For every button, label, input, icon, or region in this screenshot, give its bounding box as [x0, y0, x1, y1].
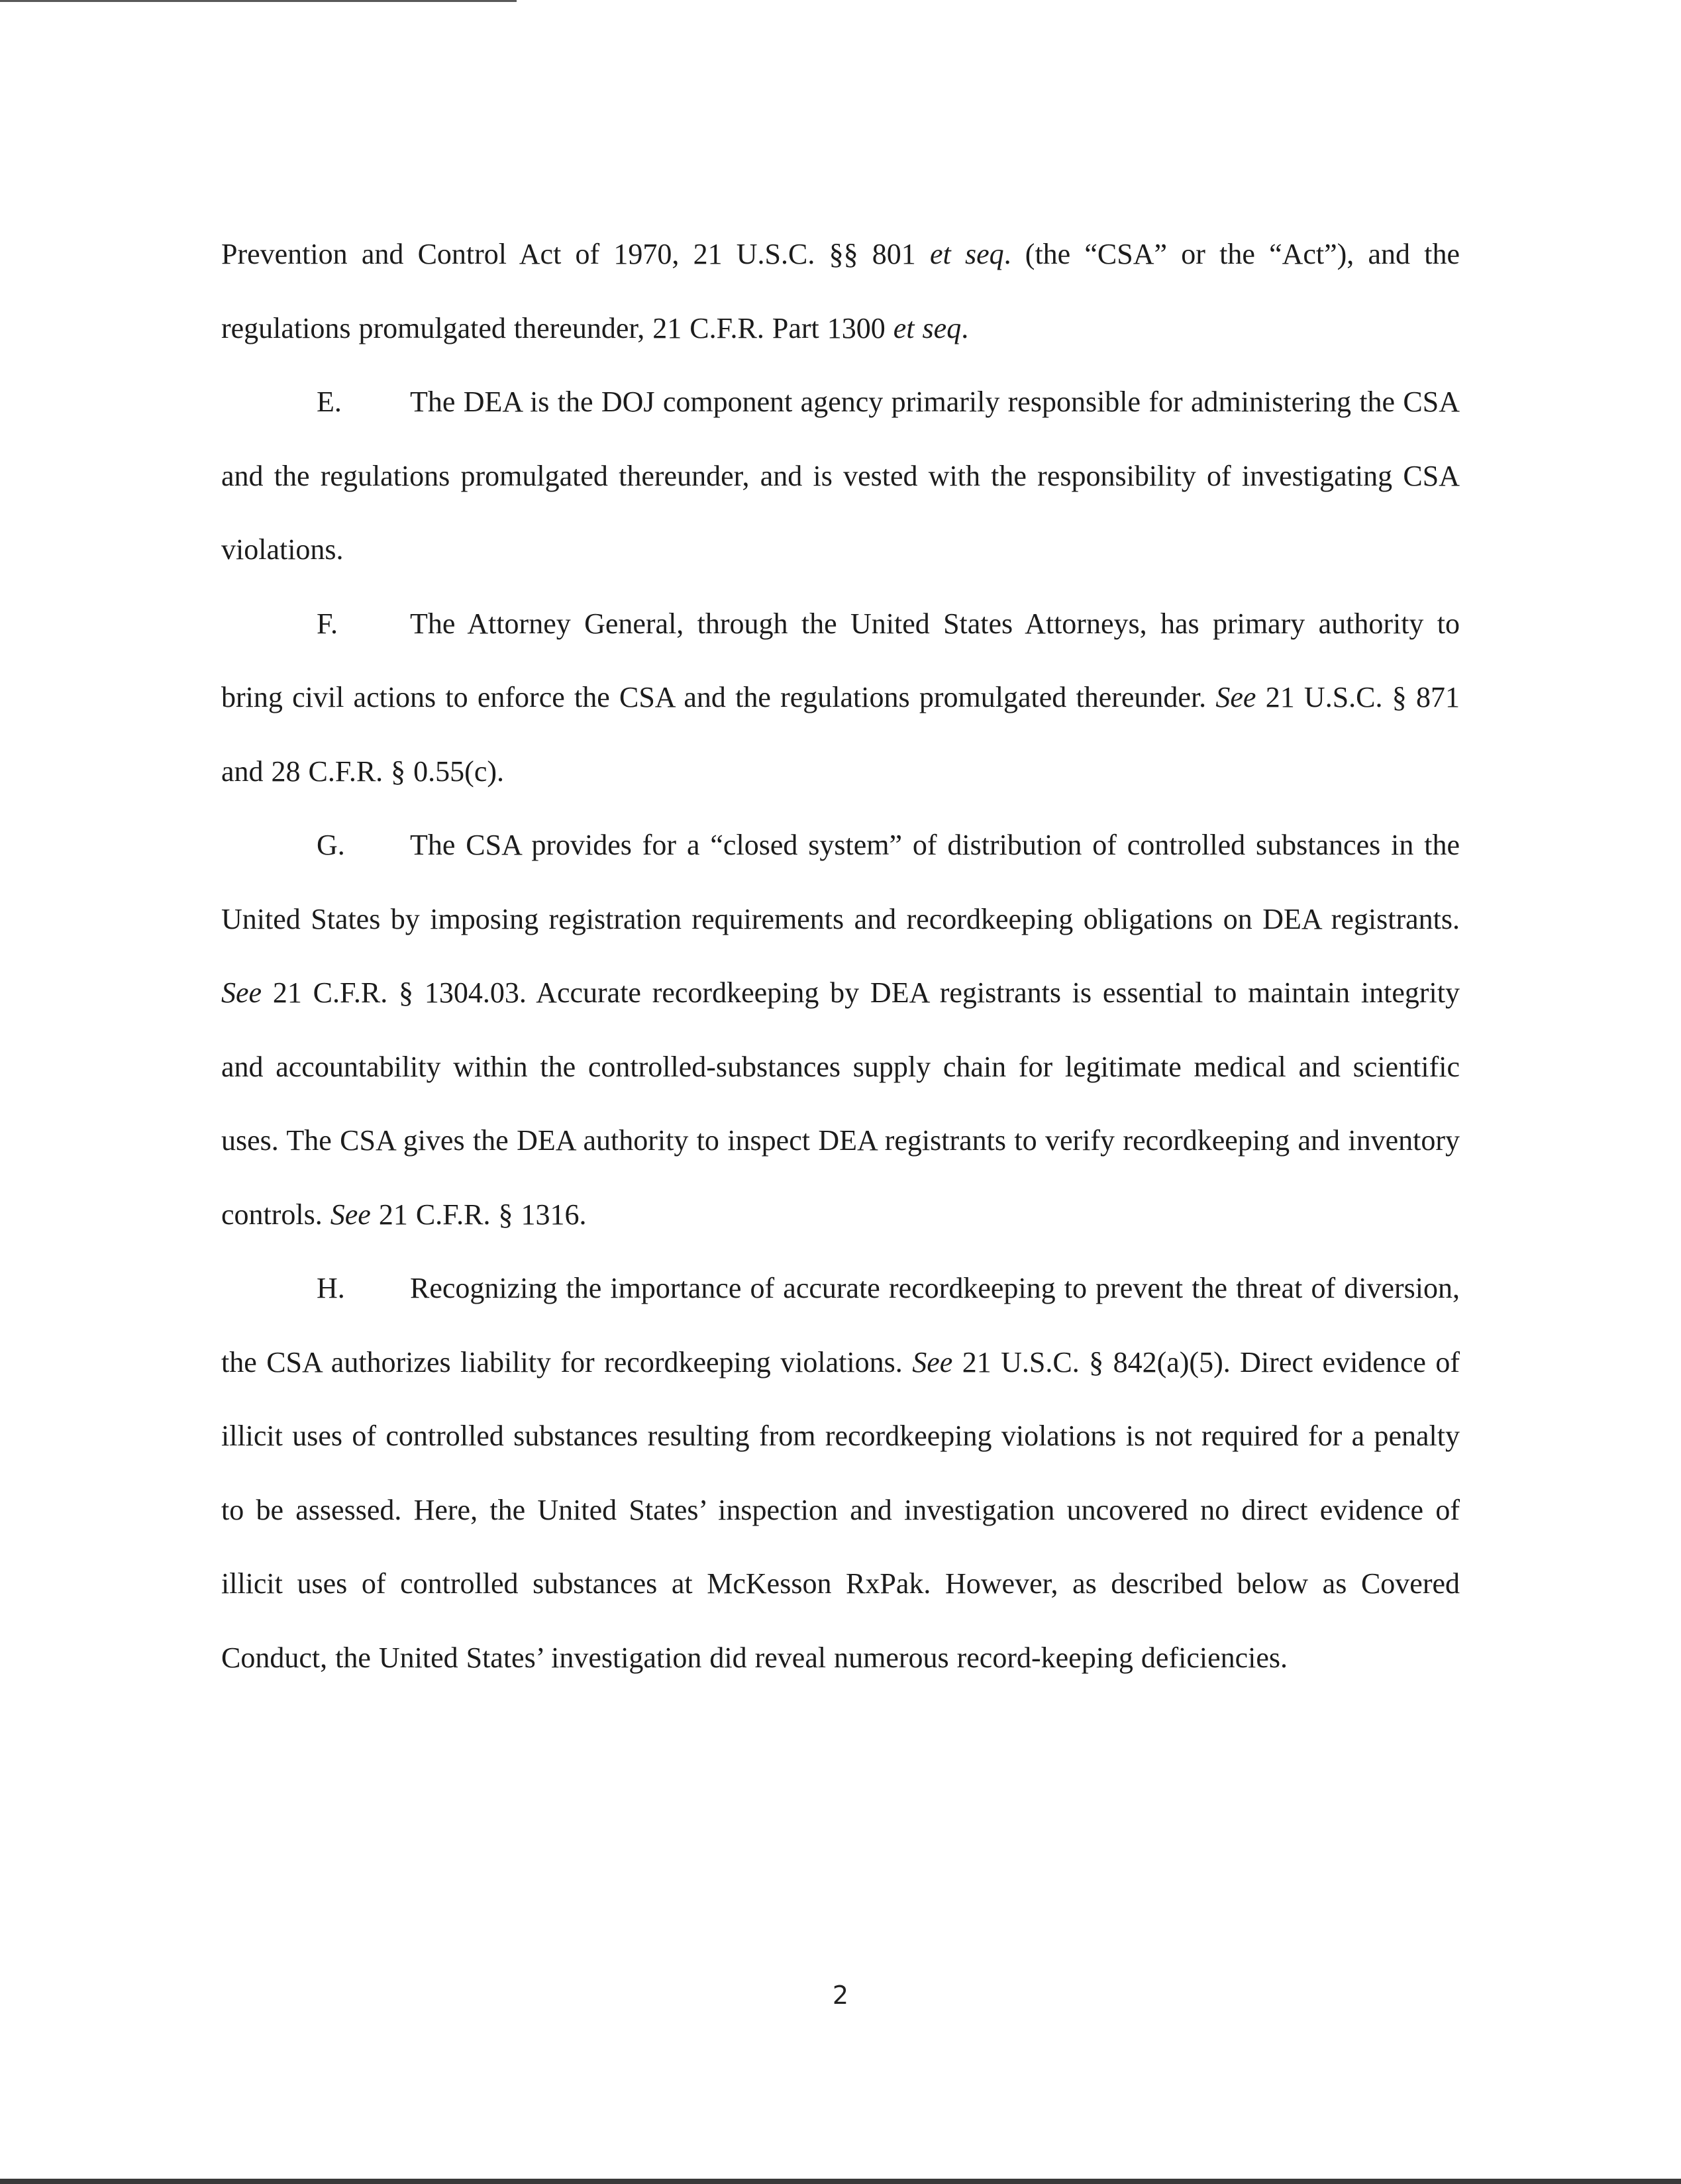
paragraph-letter: H. — [317, 1272, 345, 1304]
paragraph-text: 21 U.S.C. § 842(a)(5). Direct evidence of illicit uses of controlled substances resulting from recordkeeping violations is not required for a penalty to be assessed. Here, the United States’ inspection and investigation uncovered no direct evidence of illicit uses of controlled substances at McKesson RxPak. However, as described below as Covered Conduct, the United States’ investigation did reveal numerous record-keeping deficiencies. — [221, 1345, 1460, 1674]
paragraph-text: . (the “CSA” or the “Act”), and the regulations promulgated thereunder, 21 C.F.R. Part 1300 — [221, 238, 1460, 344]
paragraph-text: The DEA is the DOJ component agency primarily responsible for administering the CSA and the regulations promulgated thereunder, and is vested with the responsibility of investigating CSA violations. — [221, 386, 1460, 566]
paragraph-letter: E. — [317, 386, 342, 418]
paragraph-text: 21 C.F.R. § 1316. — [370, 1198, 587, 1231]
paragraph-f — [221, 587, 1460, 809]
italic-citation-text: et seq — [929, 238, 1004, 270]
page-number: 2 — [832, 1981, 849, 2010]
paragraph-text: Recognizing the importance of accurate recordkeeping to prevent the threat of diversion, the CSA authorizes liability for recordkeeping violations. — [221, 1272, 1460, 1378]
italic-citation-text: See — [330, 1198, 371, 1231]
paragraph-letter: G. — [317, 829, 345, 861]
scan-edge-bottom — [0, 2179, 1681, 2184]
paragraph-text: . — [961, 311, 969, 344]
paragraph-letter: F. — [317, 607, 338, 640]
document-body — [221, 217, 1460, 1694]
paragraph-e — [221, 365, 1460, 587]
paragraph-text: The CSA provides for a “closed system” of distribution of controlled substances in the United States by imposing registration requirements and recordkeeping obligations on DEA registrants. — [221, 829, 1460, 935]
paragraph-text: 21 U.S.C. § 871 and 28 C.F.R. § 0.55(c). — [221, 681, 1460, 788]
paragraph-g — [221, 808, 1460, 1251]
paragraph-text: The Attorney General, through the United States Attorneys, has primary authority to bring civil actions to enforce the CSA and the regulations promulgated thereunder. — [221, 607, 1460, 713]
italic-citation-text: See — [1215, 681, 1256, 713]
italic-citation-text: See — [912, 1345, 953, 1378]
paragraph-continuation — [221, 217, 1460, 365]
italic-citation-text: See — [221, 976, 262, 1009]
italic-citation-text: et seq — [893, 311, 962, 344]
paragraph-text: 21 C.F.R. § 1304.03. Accurate recordkeeping by DEA registrants is essential to maintain integrity and accountability within the controlled-substances supply chain for legitimate medical and scientific uses. The CSA gives the DEA authority to inspect DEA registrants to verify recordkeeping and inventory controls. — [221, 976, 1460, 1231]
scan-edge-top — [0, 0, 517, 2]
paragraph-text: Prevention and Control Act of 1970, 21 U.S.C. §§ 801 — [221, 238, 930, 270]
paragraph-h — [221, 1251, 1460, 1694]
